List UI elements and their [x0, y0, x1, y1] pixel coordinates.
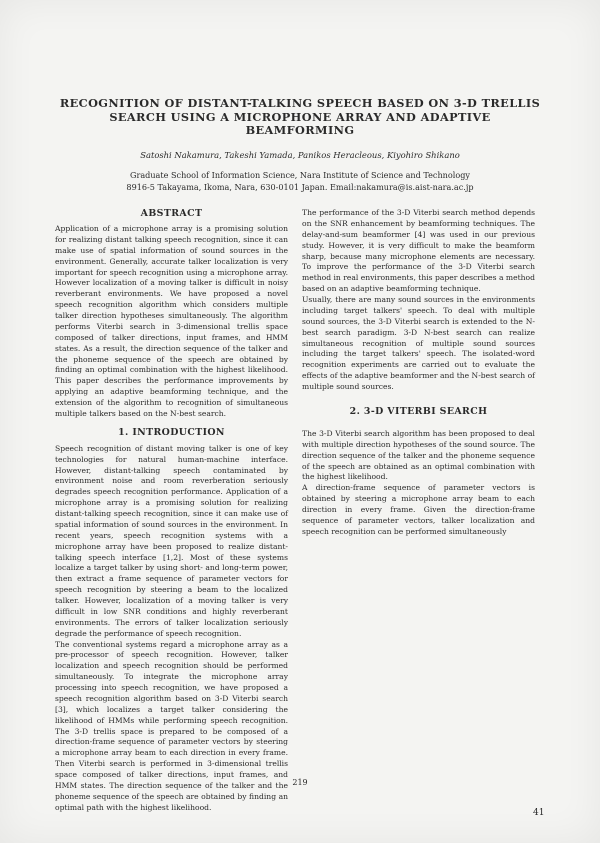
affiliation: [40, 170, 560, 193]
abstract-heading: ABSTRACT: [140, 208, 203, 219]
affiliation-line-1: Graduate School of Information Science, Nara Institute of Science and Technology: [130, 170, 470, 180]
right-column: [302, 208, 535, 538]
title-line-3: BEAMFORMING: [245, 123, 355, 138]
title-line-1: RECOGNITION OF DISTANT-TALKING SPEECH BASED ON 3-D TRELLIS: [59, 96, 541, 110]
viterbi-search-heading: 2. 3-D VITERBI SEARCH: [349, 405, 488, 417]
proceedings-page-number: 41: [533, 808, 545, 818]
abstract-text: Application of a microphone array is a promising solution for realizing distant talking speech recognition, since it can make use of spatial information of sound sources in the environment. Generally, accurate talker localization is very important for speech recognition using a microphone array. However localization of a moving talker is difficult in noisy reverberant environments. We have proposed a novel speech recognition algorithm which considers multiple talker direction hypotheses simultaneously. The algorithm performs Viterbi search in 3-dimensional trellis space composed of talker directions, input frames, and HMM states. As a result, the direction sequence of the talker and the phoneme sequence of the speech are obtained by finding an optimal combination with the highest likelihood. This paper describes the performance improvements by applying an adaptive beamforming technique, and the extension of the algorithm to recognition of simultaneous multiple talkers based on the N-best search.: [55, 224, 288, 418]
viterbi-paragraph-1: The 3-D Viterbi search algorithm has been proposed to deal with multiple direction hypotheses of the sound source. The direction sequence of the talker and the phoneme sequence of the speech are obtained as an optimal combination with the highest likelihood.: [302, 428, 535, 482]
author-list: Satoshi Nakamura, Takeshi Yamada, Panikos Heracleous, Kiyohiro Shikano: [140, 150, 460, 160]
paper-title: [40, 97, 560, 138]
viterbi-paragraph-2: A direction-frame sequence of parameter vectors is obtained by steering a microphone array beam to each direction in every frame. Given the direction-frame sequence of parameter vectors, talker localization and speech recognition can be performed simultaneously: [302, 483, 535, 536]
affiliation-line-2: 8916-5 Takayama, Ikoma, Nara, 630-0101 Japan. Email:nakamura@is.aist-nara.ac.jp: [126, 181, 474, 192]
title-line-2: SEARCH USING A MICROPHONE ARRAY AND ADAPTIVE: [109, 109, 491, 124]
intro-paragraph-2: The conventional systems regard a microphone array as a pre-processor of speech recognition. However, talker localization and speech recognition should be performed simultaneously. To integrate the microphone array processing into speech recognition, we have proposed a speech recognition algorithm based on 3-D Viterbi search [3], which localizes a target talker considering the likelihood of HMMs while performing speech recognition. The 3-D trellis space is prepared to be composed of a direction-frame sequence of parameter vectors by steering a microphone array beam to each direction in every frame. Then Viterbi search is performed in 3-dimensional trellis space composed of talker directions, input frames, and HMM states. The direction sequence of the talker and the phoneme sequence of the speech are obtained by finding an optimal path with the highest likelihood.: [55, 639, 288, 812]
intro-paragraph-3: The performance of the 3-D Viterbi search method depends on the SNR enhancement by beamforming techniques. The delay-and-sum beamformer [4] was used in our previous study. However, it is very difficult to make the beamform sharp, because many microphone elements are necessary. To improve the performance of the 3-D Viterbi search method in real environments, this paper describes a method based on an adaptive beamforming technique.: [302, 208, 535, 294]
page-number: 219: [292, 778, 308, 787]
left-column: [55, 208, 288, 814]
introduction-heading: 1. INTRODUCTION: [118, 426, 225, 438]
intro-paragraph-1: Speech recognition of distant moving talker is one of key technologies for natural human-machine interface. However, distant-talking speech contaminated by environment noise and room reverberation seriously degrades speech recognition performance. Application of a microphone array is a promising solution for realizing distant-talking speech recognition, since it can make use of spatial information of sound sources in the environment. In recent years, speech recognition systems with a microphone array have been proposed to realize distant-talking speech interface [1,2]. Most of these systems localize a target talker by using short- and long-term power, then extract a frame sequence of parameter vectors for speech recognition by steering a beam to the localized talker. However, localization of a moving talker is very difficult in low SNR conditions and highly reverberant environments. The errors of talker localization seriously degrade the performance of speech recognition.: [55, 443, 288, 638]
intro-paragraph-4: Usually, there are many sound sources in the environments including target talkers' speech. To deal with multiple sound sources, the 3-D Viterbi search is extended to the N-best search paradigm. 3-D N-best search can realize simultaneous recognition of multiple sound sources including the target talkers' speech. The isolated-word recognition experiments are carried out to evaluate the effects of the adaptive beamformer and the N-best search of multiple sound sources.: [302, 295, 535, 391]
